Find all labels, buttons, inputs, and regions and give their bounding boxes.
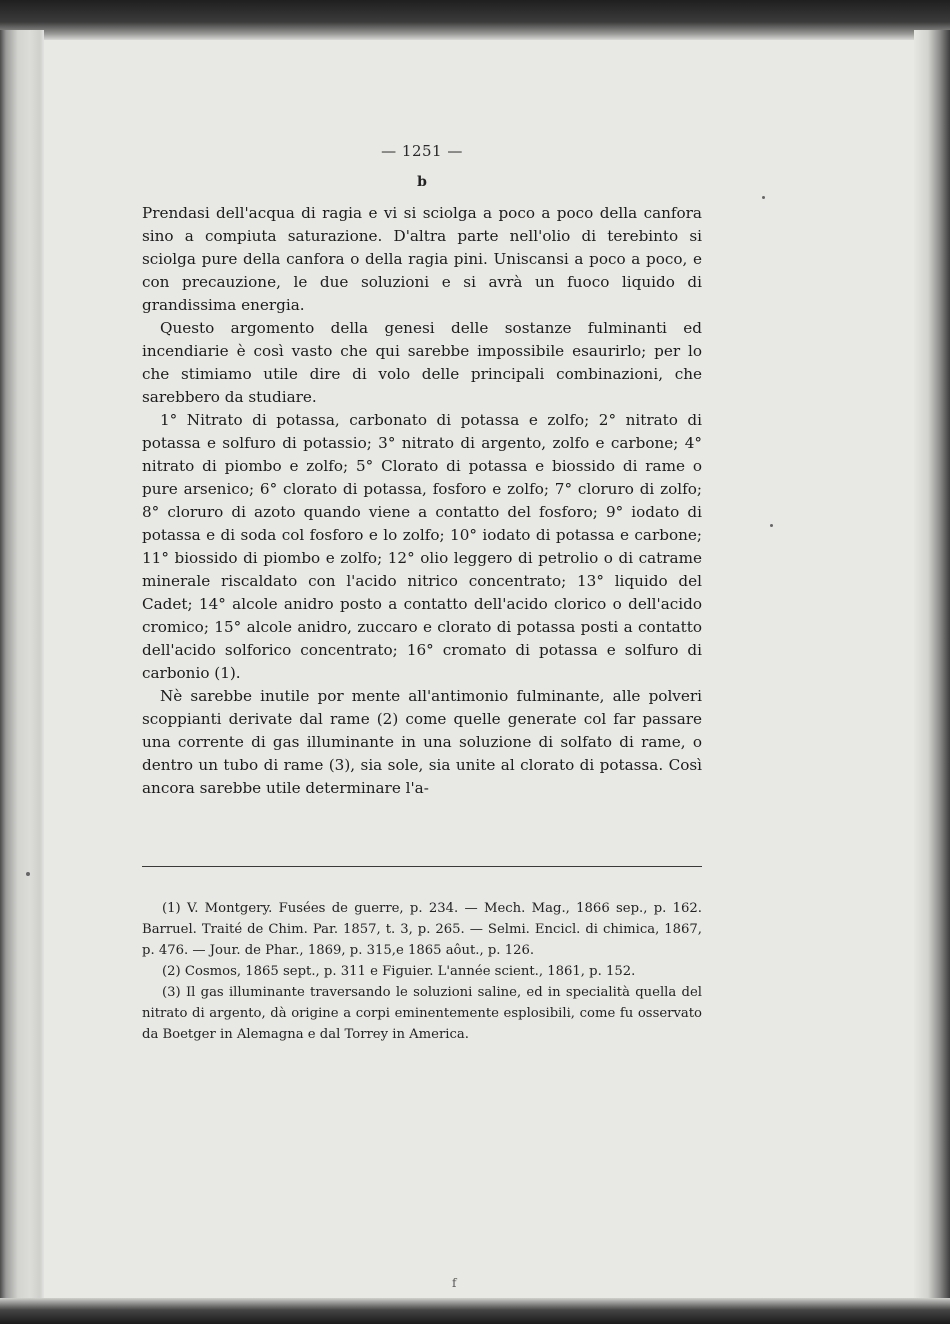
speck (762, 196, 765, 199)
body-text (142, 202, 702, 800)
page-content (142, 142, 702, 800)
paragraph-3: 1° Nitrato di potassa, carbonato di potassa e zolfo; 2° nitrato di potassa e solfuro di potassio; 3° nitrato di argento, zolfo e carbone; 4° nitrato di piombo e zolfo; 5° Clorato di potassa e biossido di rame o pure arsenico; 6° clorato di potassa, fosforo e zolfo; 7° cloruro di zolfo; 8° cloruro di azoto quando viene a contatto del fosforo; 9° iodato di potassa e di soda col fosforo e lo zolfo; 10° iodato di potassa e carbone; 11° biossido di piombo e zolfo; 12° olio leggero di petrolio o di catrame minerale riscaldato con l'acido nitrico concentrato; 13° liquido del Cadet; 14° alcole anidro posto a contatto dell'acido clorico o dell'acido cromico; 15° alcole anidro, zuccaro e clorato di potassa posti a contatto dell'acido solforico concentrato; 16° cromato di potassa e solfuro di carbonio (1). (142, 411, 702, 682)
signature-mark: b (417, 174, 427, 190)
paragraph-2: Questo argomento della genesi delle sostanze fulminanti ed incendiarie è così vasto che qui sarebbe impossibile esaurirlo; per lo che stimiamo utile dire di volo delle principali combinazioni, che sarebbero da studiare. (142, 319, 702, 406)
footnote-rule (142, 866, 702, 867)
book-left-edge (0, 30, 44, 1300)
paragraph-4: Nè sarebbe inutile por mente all'antimonio fulminante, alle polveri scoppianti derivate dal rame (2) come quelle generate col far passare una corrente di gas illuminante in una soluzione di solfato di rame, o dentro un tubo di rame (3), sia sole, sia unite al clorato di potassa. Così ancora sarebbe utile determinare l'a- (142, 687, 702, 797)
scan-bottom-border (0, 1298, 950, 1324)
speck (770, 524, 773, 527)
paragraph-1: Prendasi dell'acqua di ragia e vi si sciolga a poco a poco della canfora sino a compiuta saturazione. D'altra parte nell'olio di terebinto si sciolga pure della canfora o della ragia pini. Uniscansi a poco a poco, e con precauzione, le due soluzioni e si avrà un fuoco liquido di grandissima energia. (142, 204, 702, 314)
footnote-1: (1) V. Montgery. Fusées de guerre, p. 234. — Mech. Mag., 1866 sep., p. 162. Barruel. Traité de Chim. Par. 1857, t. 3, p. 265. — Selmi. Encicl. di chimica, 1867, p. 476. — Jour. de Phar., 1869, p. 315,e 1865 aôut., p. 126. (142, 901, 702, 958)
folio-mark: f (452, 1276, 457, 1290)
book-right-edge (914, 30, 950, 1300)
footnote-2: (2) Cosmos, 1865 sept., p. 311 e Figuier. L'année scient., 1861, p. 152. (162, 964, 636, 979)
scan-top-border (0, 0, 950, 40)
page-number-header: — 1251 — (381, 142, 463, 160)
footnote-3: (3) Il gas illuminante traversando le soluzioni saline, ed in specialità quella del nitrato di argento, dà origine a corpi eminentemente esplosibili, come fu osservato da Boetger in Alemagna e dal Torrey in America. (142, 985, 702, 1042)
footnotes (142, 898, 702, 1045)
speck (26, 872, 30, 876)
